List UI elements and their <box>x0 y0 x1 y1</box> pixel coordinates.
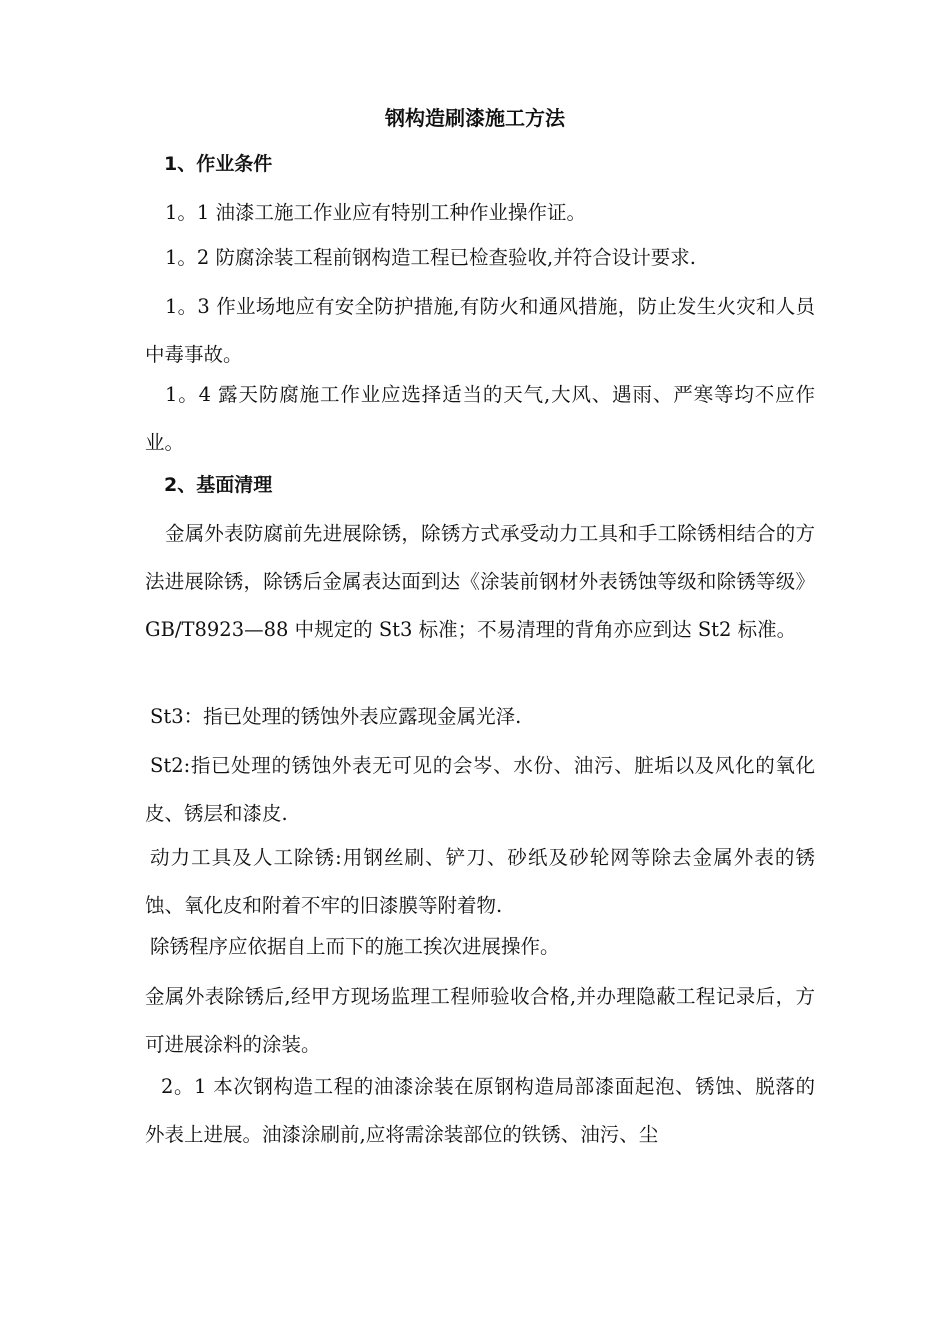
paragraph-1-4: 1。4 露天防腐施工作业应选择适当的天气,大风、遇雨、严寒等均不应作业。 <box>145 383 815 454</box>
paragraph-1-3: 1。3 作业场地应有安全防护措施,有防火和通风措施，防止发生火灾和人员中毒事故。 <box>145 295 815 366</box>
paragraph-1-2: 1。2 防腐涂装工程前钢构造工程已检查验收,并符合设计要求. <box>165 246 696 269</box>
paragraph-2-1: 2。1 本次钢构造工程的油漆涂装在原钢构造局部漆面起泡、锈蚀、脱落的外表上进展。油漆涂刷前,应将需涂装部位的铁锈、油污、尘 <box>145 1075 815 1146</box>
paragraph-tools: 动力工具及人工除锈:用钢丝刷、铲刀、砂纸及砂轮网等除去金属外表的锈蚀、氧化皮和附着不牢的旧漆膜等附着物. <box>145 846 815 917</box>
paragraph-acceptance: 金属外表除锈后,经甲方现场监理工程师验收合格,并办理隐蔽工程记录后，方可进展涂料的涂装。 <box>145 985 815 1056</box>
paragraph-order: 除锈程序应依据自上而下的施工挨次进展操作。 <box>150 935 560 958</box>
paragraph-st2: St2:指已处理的锈蚀外表无可见的会岑、水份、油污、脏垢以及风化的氧化皮、锈层和漆皮. <box>145 754 815 825</box>
paragraph-2-intro: 金属外表防腐前先进展除锈，除锈方式承受动力工具和手工除锈相结合的方法进展除锈，除锈后金属表达面到达《涂装前钢材外表锈蚀等级和除锈等级》GB/T8923—88 中规定的 St3 标准；不易清理的背角亦应到达 St2 标准。 <box>145 522 815 641</box>
section-2-heading: 2、基面清理 <box>164 474 273 496</box>
section-1-heading: 1、作业条件 <box>164 153 273 175</box>
paragraph-1-1: 1。1 油漆工施工作业应有特别工种作业操作证。 <box>165 201 587 224</box>
document-title: 钢构造刷漆施工方法 <box>385 106 565 130</box>
paragraph-st3: St3：指已处理的锈蚀外表应露现金属光泽. <box>150 705 522 728</box>
